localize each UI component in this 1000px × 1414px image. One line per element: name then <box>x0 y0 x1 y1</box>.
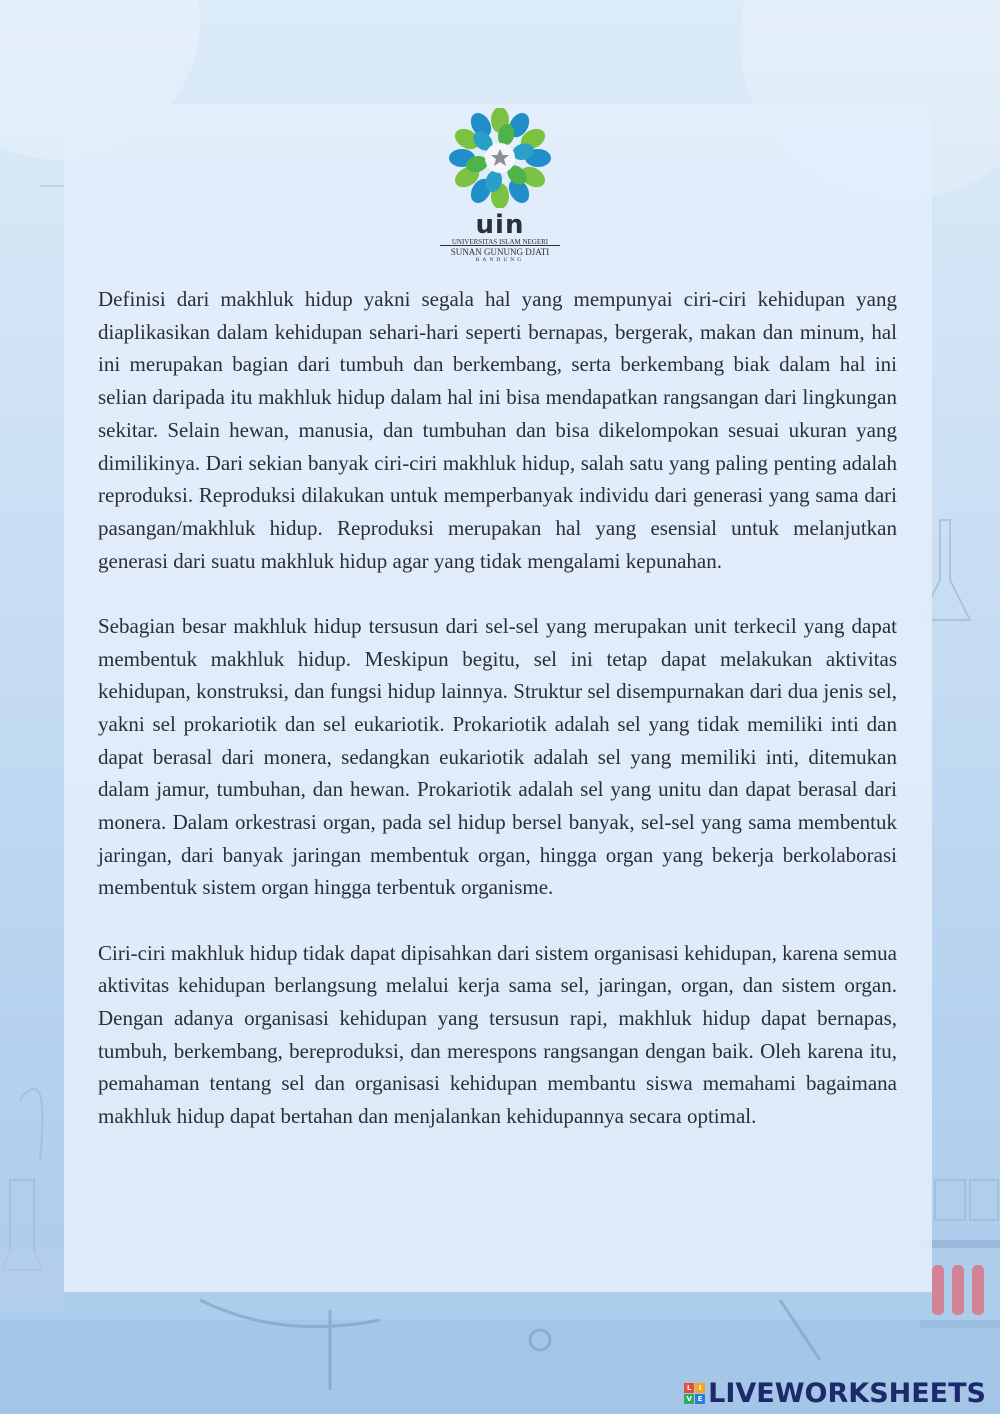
logo-abbreviation: uin <box>475 210 525 240</box>
uin-flower-emblem <box>440 108 560 208</box>
liveworksheets-logo-icon <box>684 1383 705 1404</box>
liveworksheets-brand <box>684 1378 986 1408</box>
paragraph-cell-structure: Sebagian besar makhluk hidup tersusun dari sel-sel yang merupakan unit terkecil yang dapat membentuk makhluk hidup. Meskipun begitu, sel ini tetap dapat melakukan aktivitas kehidupan, konstruksi, dan fungsi hidup lainnya. Struktur sel disempurnakan dari dua jenis sel, yakni sel prokariotik dan sel eukariotik. Prokariotik adalah sel yang tidak memiliki inti dan dapat berasal dari monera, sedangkan eukariotik adalah sel yang memiliki inti, ditemukan dalam jamur, tumbuhan, dan hewan. Prokariotik adalah sel yang unitu dan dapat berasal dari monera. Dalam orkestrasi organ, pada sel hidup bersel banyak, sel-sel yang sama membentuk jaringan, dari banyak jaringan membentuk organ, hingga organ yang bekerja berkolaborasi membentuk sistem organ hingga terbentuk organisme. <box>98 613 897 900</box>
logo-name-line: SUNAN GUNUNG DJATI <box>440 245 560 257</box>
logo-tile-v: V <box>684 1394 694 1404</box>
paragraph-definition: Definisi dari makhluk hidup yakni segala hal yang mempunyai ciri-ciri kehidupan yang diaplikasikan dalam kehidupan sehari-hari seperti bernapas, bergerak, makan dan minum, hal ini merupakan bagian dari tumbuh dan berkembang, serta berkembang biak dalam hal ini selian daripada itu makhluk hidup dalam hal ini bisa mendapatkan rangsangan dari lingkungan sekitar. Selain hewan, manusia, dan tumbuhan dan bisa dikelompokan sesuai ukuran yang dimilikinya. Dari sekian banyak ciri-ciri makhluk hidup, salah satu yang paling penting adalah reproduksi. Reproduksi dilakukan untuk memperbanyak individu dari generasi yang sama dari pasangan/makhluk hidup. Reproduksi merupakan hal yang esensial untuk melanjutkan generasi dari suatu makhluk hidup agar yang tidak mengalami kepunahan. <box>98 287 897 573</box>
liveworksheets-wordmark: LIVEWORKSHEETS <box>708 1377 986 1409</box>
paragraph-life-organization: Ciri-ciri makhluk hidup tidak dapat dipisahkan dari sistem organisasi kehidupan, karena semua aktivitas kehidupan berlangsung melalui kerja sama sel, jaringan, organ, dan sistem organ. Dengan adanya organisasi kehidupan yang tersusun rapi, makhluk hidup dapat bernapas, tumbuh, berkembang, bereproduksi, dan merespons rangsangan dengan baik. Oleh karena itu, pemahaman tentang sel dan organisasi kehidupan membantu siswa memahami bagaimana makhluk hidup dapat bertahan dan menjalankan kehidupannya secara optimal. <box>98 940 897 1129</box>
logo-tile-e: E <box>695 1394 705 1404</box>
logo-city-line: BANDUNG <box>475 257 525 263</box>
logo-tile-l: L <box>684 1383 694 1393</box>
uin-logo <box>440 108 560 264</box>
logo-university-line: UNIVERSITAS ISLAM NEGERI <box>451 238 549 246</box>
logo-tile-i: I <box>695 1383 705 1393</box>
article-body <box>98 283 897 1165</box>
